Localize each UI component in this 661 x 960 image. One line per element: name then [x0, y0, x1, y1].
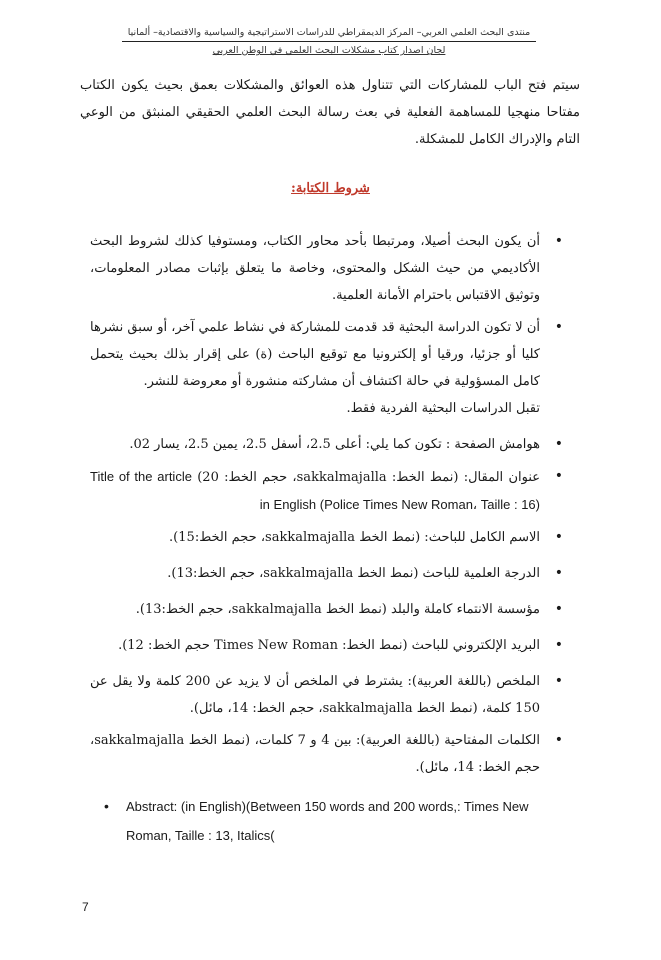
condition-note-text: تقبل الدراسات البحثية الفردية فقط. — [346, 401, 540, 416]
bullet-icon: • — [554, 673, 563, 689]
condition-text: الملخص (باللغة العربية): يشترط في الملخص أن لا يزيد عن 200 كلمة ولا يقل عن 150 كلمة، (نمط الخط sakkalmajalla، حجم الخط: 14، مائل). — [90, 674, 540, 716]
section-title — [0, 181, 661, 196]
condition-item — [90, 314, 563, 395]
condition-item — [90, 668, 563, 722]
header-line-2: لجان اصدار كتاب مشكلات البحث العلمي في الوطن العربي — [212, 45, 446, 56]
condition-item — [90, 596, 563, 623]
condition-text: الدرجة العلمية للباحث (نمط الخط sakkalmajalla، حجم الخط:13). — [167, 566, 540, 581]
bullet-icon: • — [554, 529, 563, 545]
condition-item — [90, 431, 563, 458]
condition-text: أن يكون البحث أصيلا، ومرتبطا بأحد محاور الكتاب، ومستوفيا كذلك لشروط البحث الأكاديمي من حيث الشكل والمحتوى، وخاصة ما يتعلق بإثبات مصادر المعلومات، وتوثيق الاقتباس باحترام الأمانة العلمية. — [90, 234, 540, 303]
bullet-icon: • — [554, 436, 563, 452]
intro-paragraph: سيتم فتح الباب للمشاركات التي تتناول هذه العوائق والمشكلات بعمق بحيث يكون الكتاب مفتاحا منهجيا للمساهمة الفعلية في بعث رسالة البحث العلمي الحقيقي المنبثق من الوعي التام والإدراك الكامل للمشكلة. — [80, 78, 580, 147]
bullet-icon: • — [554, 468, 563, 484]
bullet-icon: • — [104, 798, 109, 814]
condition-text: الكلمات المفتاحية (باللغة العربية): بين 4 و 7 كلمات، (نمط الخط sakkalmajalla، حجم الخط: 14، مائل). — [90, 733, 540, 775]
bullet-icon: • — [554, 233, 563, 249]
condition-item — [90, 560, 563, 587]
condition-text: هوامش الصفحة : تكون كما يلي: أعلى 2.5، أسفل 2.5، يمين 2.5، يسار 02. — [129, 437, 540, 452]
condition-text-ar: عنوان المقال: (نمط الخط: sakkalmajalla، حجم الخط: 20) — [197, 470, 540, 485]
condition-text: البريد الإلكتروني للباحث (نمط الخط: Times New Roman حجم الخط: 12). — [118, 638, 540, 653]
condition-item — [90, 632, 563, 659]
conditions-list — [90, 228, 563, 781]
condition-text-en: Title of the article in English (Police Times New Roman، Taille : 16) — [90, 469, 540, 512]
abstract-item — [104, 792, 544, 850]
header-divider — [122, 41, 536, 42]
bullet-icon: • — [554, 319, 563, 335]
condition-text: أن لا تكون الدراسة البحثية قد قدمت للمشاركة في نشاط علمي آخر، أو سبق نشرها كليا أو جزئيا، ورقيا أو إلكترونيا مع توقيع الباحث (ة) على إقرار بذلك بحيث يتحمل كامل المسؤولية في حالة اكتشاف أن مشاركته منشورة أو معروضة للنشر. — [90, 320, 540, 389]
section-title-text: شروط الكتابة: — [291, 181, 370, 196]
abstract-text: Abstract: (in English)(Between 150 words and 200 words,: Times New Roman, Taille : 13, Italics( — [126, 799, 529, 843]
condition-item — [90, 524, 563, 551]
condition-text: الاسم الكامل للباحث: (نمط الخط sakkalmajalla، حجم الخط:15). — [169, 530, 540, 545]
abstract-list — [104, 792, 544, 850]
condition-item — [90, 727, 563, 781]
condition-text: مؤسسة الانتماء كاملة والبلد (نمط الخط sakkalmajalla، حجم الخط:13). — [135, 602, 540, 617]
bullet-icon: • — [554, 732, 563, 748]
page-header — [122, 26, 536, 58]
condition-note — [90, 395, 540, 422]
bullet-icon: • — [554, 601, 563, 617]
bullet-icon: • — [554, 565, 563, 581]
page-number: 7 — [82, 900, 89, 914]
condition-item — [90, 463, 563, 519]
header-line-1: منتدى البحث العلمي العربي– المركز الديمقراطي للدراسات الاستراتيجية والسياسية والاقتصادية– ألمانيا — [127, 27, 531, 38]
condition-item — [90, 228, 563, 309]
bullet-icon: • — [554, 637, 563, 653]
